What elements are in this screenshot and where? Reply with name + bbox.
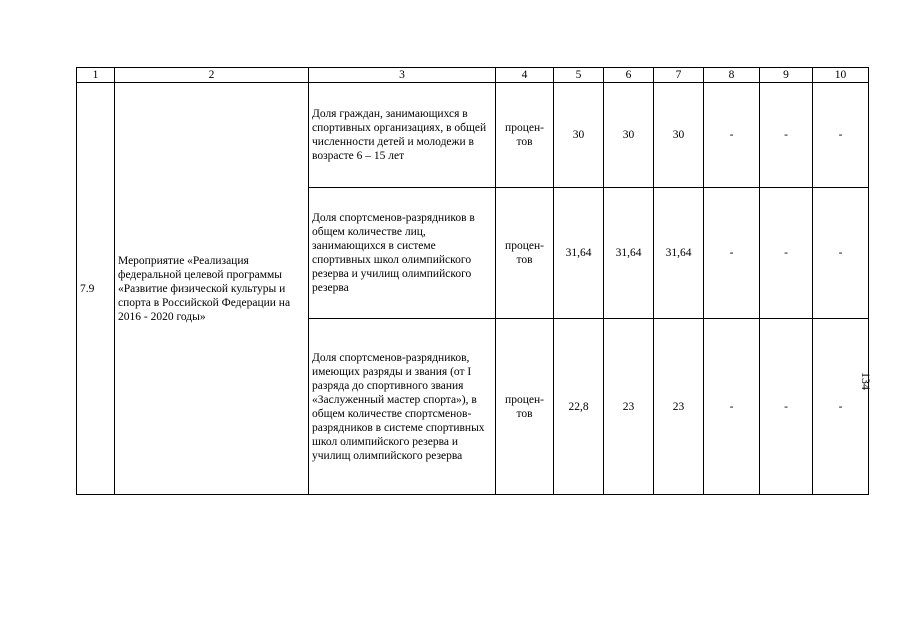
value-cell: - (760, 188, 813, 319)
column-number: 9 (760, 68, 813, 83)
indicator-name: Доля спортсменов-разрядников в общем количестве лиц, занимающихся в системе спортивных школ олимпийского резерва и училищ олимпийского резерва (309, 188, 496, 319)
unit-cell: процен-тов (496, 83, 554, 188)
unit-cell: процен-тов (496, 319, 554, 495)
value-cell: 23 (654, 319, 704, 495)
column-number: 2 (115, 68, 309, 83)
column-number-row (77, 68, 869, 83)
value-cell: 23 (604, 319, 654, 495)
value-cell: - (704, 188, 760, 319)
column-number: 4 (496, 68, 554, 83)
value-cell: 31,64 (654, 188, 704, 319)
value-cell: 22,8 (554, 319, 604, 495)
value-cell: - (760, 319, 813, 495)
column-number: 7 (654, 68, 704, 83)
value-cell: 31,64 (554, 188, 604, 319)
value-cell: - (813, 83, 869, 188)
value-cell: - (813, 319, 869, 495)
value-cell: 30 (604, 83, 654, 188)
column-number: 8 (704, 68, 760, 83)
column-number: 10 (813, 68, 869, 83)
value-cell: - (813, 188, 869, 319)
page-number: 134 (859, 372, 873, 390)
value-cell: 31,64 (604, 188, 654, 319)
column-number: 6 (604, 68, 654, 83)
indicator-name: Доля граждан, занимающихся в спортивных организациях, в общей численности детей и молодежи в возрасте 6 – 15 лет (309, 83, 496, 188)
column-number: 5 (554, 68, 604, 83)
value-cell: 30 (554, 83, 604, 188)
value-cell: - (704, 83, 760, 188)
column-number: 3 (309, 68, 496, 83)
indicator-name: Доля спортсменов-разрядников, имеющих разряды и звания (от I разряда до спортивного звания «Заслуженный мастер спорта»), в общем количестве спортсменов-разрядников в системе спортивных школ олимпийского резерва и училищ олимпийского резерва (309, 319, 496, 495)
table-row (77, 83, 869, 188)
measure-name: Мероприятие «Реализация федеральной целевой программы «Развитие физической культуры и спорта в Российской Федерации на 2016 - 2020 годы» (115, 83, 309, 495)
row-number: 7.9 (77, 83, 115, 495)
column-number: 1 (77, 68, 115, 83)
unit-cell: процен-тов (496, 188, 554, 319)
value-cell: - (760, 83, 813, 188)
indicators-table (76, 67, 869, 495)
value-cell: 30 (654, 83, 704, 188)
value-cell: - (704, 319, 760, 495)
